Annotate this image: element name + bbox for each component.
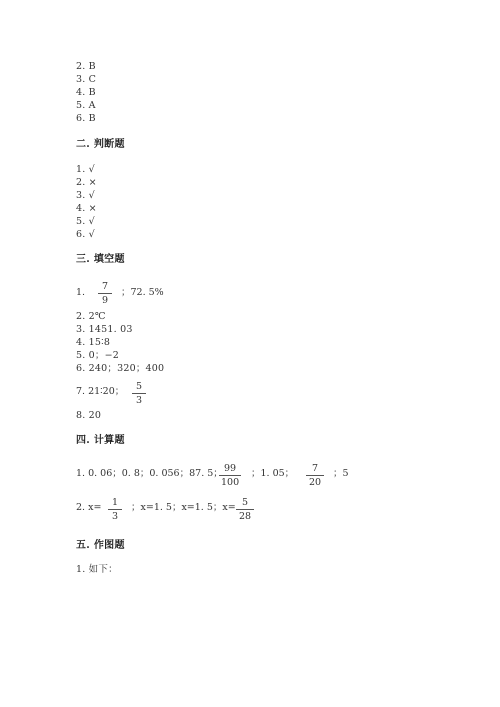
- fill-answer-4: 4. 15∶8: [76, 337, 111, 348]
- calc-answer-2-mid: ；x=1. 5；x=1. 5；x=: [131, 502, 236, 513]
- calc-answer-1-suffix: ；5: [333, 468, 349, 479]
- fraction-denominator: 9: [101, 295, 109, 306]
- fraction-99-100: [219, 463, 241, 488]
- fraction-numerator: 7: [101, 281, 109, 292]
- fill-answer-5: 5. 0；−2: [76, 350, 120, 361]
- section-true-false-title: 二. 判断题: [76, 139, 125, 150]
- fill-answer-6: 6. 240；320；400: [76, 363, 165, 374]
- fraction-numerator: 5: [241, 497, 249, 508]
- fraction-bar: [219, 475, 241, 476]
- fraction-denominator: 3: [135, 395, 143, 406]
- drawing-answer-1: 1. 如下：: [76, 564, 118, 575]
- choice-answer-5: 5. A: [76, 100, 96, 111]
- fraction-denominator: 100: [221, 477, 240, 488]
- calc-answer-2-prefix: 2. x=: [76, 502, 102, 513]
- fraction-denominator: 3: [111, 511, 119, 522]
- fraction-1-3: [108, 497, 122, 522]
- tf-answer-2: 2. ×: [76, 177, 97, 188]
- calc-answer-1-mid: ；1. 05；: [251, 468, 295, 479]
- choice-answer-6: 6. B: [76, 113, 96, 124]
- fraction-numerator: 5: [135, 381, 143, 392]
- fraction-5-28: [236, 497, 254, 522]
- choice-answer-4: 4. B: [76, 87, 96, 98]
- fraction-bar: [306, 475, 324, 476]
- tf-answer-3: 3. √: [76, 190, 95, 201]
- tf-answer-6: 6. √: [76, 229, 95, 240]
- fraction-denominator: 28: [238, 511, 252, 522]
- fraction-7-9: [98, 281, 112, 306]
- tf-answer-5: 5. √: [76, 216, 95, 227]
- fraction-bar: [108, 509, 122, 510]
- choice-answer-2: 2. B: [76, 61, 96, 72]
- choice-answer-3: 3. C: [76, 74, 97, 85]
- fraction-numerator: 99: [223, 463, 237, 474]
- fraction-5-3: [132, 381, 146, 406]
- fraction-denominator: 20: [308, 477, 322, 488]
- fraction-7-20: [306, 463, 324, 488]
- fraction-bar: [132, 393, 146, 394]
- tf-answer-4: 4. ×: [76, 203, 97, 214]
- section-calculation-title: 四. 计算题: [76, 435, 125, 446]
- fraction-numerator: 1: [111, 497, 119, 508]
- fill-answer-8: 8. 20: [76, 410, 102, 421]
- fill-answer-3: 3. 1451. 03: [76, 324, 133, 335]
- fraction-bar: [236, 509, 254, 510]
- fraction-numerator: 7: [311, 463, 319, 474]
- fill-answer-1-prefix: 1.: [76, 287, 86, 298]
- fill-answer-7-prefix: 7. 21∶20；: [76, 386, 125, 397]
- fill-answer-1-suffix: ；72. 5%: [121, 287, 164, 298]
- tf-answer-1: 1. √: [76, 164, 95, 175]
- fraction-bar: [98, 293, 112, 294]
- fill-answer-2: 2. 2℃: [76, 311, 106, 322]
- section-fill-blank-title: 三. 填空题: [76, 254, 125, 265]
- section-drawing-title: 五. 作图题: [76, 540, 125, 551]
- calc-answer-1-prefix: 1. 0. 06；0. 8；0. 056；87. 5；: [76, 468, 223, 479]
